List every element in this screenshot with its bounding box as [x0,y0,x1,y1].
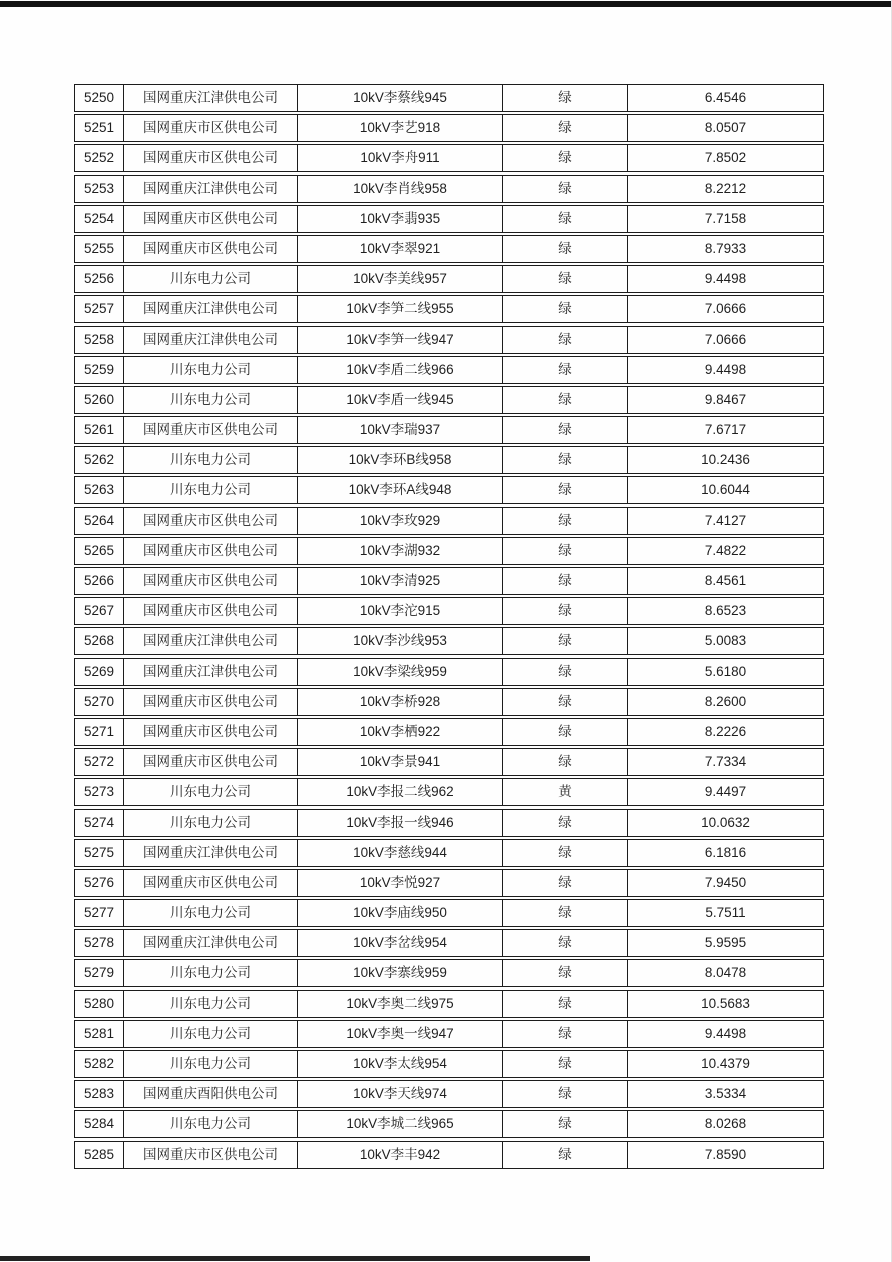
cell-line-name: 10kV李瑞937 [298,417,503,443]
cell-line-name: 10kV李桥928 [298,689,503,715]
table-row [74,778,824,806]
cell-value: 8.7933 [704,240,747,256]
table-row [74,265,824,293]
cell-company-name: 国网重庆市区供电公司 [124,236,298,262]
cell-company-name: 川东电力公司 [124,266,298,292]
cell-row-number: 5265 [75,538,124,564]
cell-line-name: 10kV李悦927 [298,870,503,896]
cell-row-number: 5269 [75,659,124,685]
cell-company-name: 国网重庆酉阳供电公司 [124,1081,298,1107]
cell-value: 9.4498 [704,271,747,287]
cell-line-name: 10kV李肖线958 [298,176,503,202]
cell-company-name: 国网重庆市区供电公司 [124,870,298,896]
cell-value: 7.7158 [704,210,747,226]
cell-value: 10.5683 [701,995,750,1011]
table-row [74,839,824,867]
cell-line-name: 10kV李翠921 [298,236,503,262]
cell-status-color: 绿 [503,960,628,986]
table-row [74,929,824,957]
cell-row-number: 5258 [75,327,124,353]
cell-company-name: 川东电力公司 [124,960,298,986]
cell-value: 3.5334 [704,1086,747,1102]
table-row [74,869,824,897]
cell-row-number: 5250 [75,85,124,111]
cell-row-number: 5268 [75,628,124,654]
cell-status-color: 绿 [503,810,628,836]
cell-value: 7.8590 [704,1146,747,1162]
table-row [74,295,824,323]
cell-status-color: 绿 [503,296,628,322]
cell-company-name: 川东电力公司 [124,779,298,805]
cell-value: 7.6717 [704,422,747,438]
cell-value: 8.2212 [704,180,747,196]
table-row [74,507,824,535]
cell-row-number: 5264 [75,508,124,534]
cell-row-number: 5251 [75,115,124,141]
cell-company-name: 国网重庆市区供电公司 [124,538,298,564]
cell-status-color: 绿 [503,689,628,715]
table-row [74,175,824,203]
cell-value: 7.7334 [704,754,747,770]
cell-row-number: 5260 [75,387,124,413]
cell-value: 5.6180 [704,663,747,679]
cell-status-color: 绿 [503,1051,628,1077]
cell-value: 7.0666 [704,301,747,317]
cell-status-color: 绿 [503,840,628,866]
cell-company-name: 国网重庆江津供电公司 [124,327,298,353]
page-bottom-border [0,1256,590,1261]
cell-value: 10.4379 [701,1056,750,1071]
cell-row-number: 5270 [75,689,124,715]
cell-row-number: 5284 [75,1111,124,1137]
cell-status-color: 绿 [503,357,628,383]
cell-company-name: 国网重庆市区供电公司 [124,115,298,141]
cell-row-number: 5280 [75,991,124,1017]
cell-status-color: 绿 [503,1021,628,1047]
cell-line-name: 10kV李寨线959 [298,960,503,986]
cell-row-number: 5253 [75,176,124,202]
cell-value: 9.8467 [704,391,747,407]
table-row [74,84,824,112]
cell-value: 8.6523 [704,603,747,619]
cell-company-name: 川东电力公司 [124,810,298,836]
cell-line-name: 10kV李城二线965 [298,1111,503,1137]
cell-company-name: 川东电力公司 [124,991,298,1017]
table-row [74,205,824,233]
cell-line-name: 10kV李报一线946 [298,810,503,836]
cell-status-color: 绿 [503,1142,628,1168]
cell-company-name: 国网重庆市区供电公司 [124,417,298,443]
cell-value: 8.0478 [704,965,747,981]
cell-company-name: 川东电力公司 [124,1051,298,1077]
cell-line-name: 10kV李翡935 [298,206,503,232]
cell-line-name: 10kV李湖932 [298,538,503,564]
cell-row-number: 5275 [75,840,124,866]
cell-line-name: 10kV李奥二线975 [298,991,503,1017]
cell-value: 6.4546 [704,90,747,105]
cell-value: 7.8502 [704,150,747,166]
cell-status-color: 绿 [503,870,628,896]
table-row [74,658,824,686]
table-row [74,718,824,746]
cell-line-name: 10kV李笋一线947 [298,327,503,353]
cell-company-name: 国网重庆江津供电公司 [124,85,298,111]
cell-value: 8.0268 [704,1116,747,1132]
cell-row-number: 5262 [75,447,124,473]
cell-company-name: 川东电力公司 [124,447,298,473]
cell-company-name: 国网重庆市区供电公司 [124,1142,298,1168]
cell-value: 5.0083 [704,633,747,649]
table-row [74,567,824,595]
cell-company-name: 国网重庆江津供电公司 [124,296,298,322]
cell-line-name: 10kV李丰942 [298,1142,503,1168]
cell-status-color: 绿 [503,719,628,745]
cell-company-name: 国网重庆市区供电公司 [124,206,298,232]
power-line-table [74,84,824,1171]
cell-row-number: 5279 [75,960,124,986]
cell-company-name: 国网重庆市区供电公司 [124,598,298,624]
cell-value: 9.4498 [704,1025,747,1041]
table-row [74,1080,824,1108]
cell-row-number: 5259 [75,357,124,383]
cell-status-color: 绿 [503,206,628,232]
cell-line-name: 10kV李环B线958 [298,447,503,473]
cell-row-number: 5254 [75,206,124,232]
cell-value: 9.4498 [704,361,747,377]
cell-status-color: 绿 [503,85,628,111]
cell-line-name: 10kV李奥一线947 [298,1021,503,1047]
cell-row-number: 5256 [75,266,124,292]
cell-company-name: 国网重庆市区供电公司 [124,689,298,715]
table-row [74,990,824,1018]
cell-line-name: 10kV李天线974 [298,1081,503,1107]
cell-row-number: 5276 [75,870,124,896]
table-row [74,899,824,927]
cell-value: 6.1816 [704,844,747,860]
cell-status-color: 绿 [503,447,628,473]
cell-value: 10.6044 [701,482,750,498]
cell-status-color: 绿 [503,477,628,503]
cell-line-name: 10kV李盾一线945 [298,387,503,413]
cell-status-color: 绿 [503,236,628,262]
cell-line-name: 10kV李清925 [298,568,503,594]
cell-row-number: 5274 [75,810,124,836]
cell-row-number: 5263 [75,477,124,503]
cell-company-name: 国网重庆江津供电公司 [124,840,298,866]
cell-status-color: 绿 [503,266,628,292]
cell-status-color: 绿 [503,387,628,413]
cell-row-number: 5285 [75,1142,124,1168]
table-row [74,356,824,384]
cell-status-color: 绿 [503,115,628,141]
table-row [74,688,824,716]
cell-value: 7.0666 [704,331,747,347]
cell-row-number: 5271 [75,719,124,745]
cell-row-number: 5278 [75,930,124,956]
cell-status-color: 绿 [503,568,628,594]
cell-company-name: 川东电力公司 [124,357,298,383]
table-row [74,1020,824,1048]
page-top-border [0,1,892,7]
cell-row-number: 5273 [75,779,124,805]
cell-company-name: 川东电力公司 [124,477,298,503]
cell-value: 5.7511 [705,905,746,921]
cell-status-color: 绿 [503,538,628,564]
cell-status-color: 绿 [503,659,628,685]
cell-value: 8.2600 [704,693,747,709]
cell-company-name: 川东电力公司 [124,1021,298,1047]
cell-value: 10.0632 [701,814,750,830]
cell-status-color: 绿 [503,176,628,202]
cell-line-name: 10kV李太线954 [298,1051,503,1077]
cell-company-name: 国网重庆江津供电公司 [124,930,298,956]
cell-line-name: 10kV李蔡线945 [298,85,503,111]
cell-status-color: 绿 [503,930,628,956]
cell-row-number: 5261 [75,417,124,443]
cell-company-name: 国网重庆市区供电公司 [124,145,298,171]
cell-value: 9.4497 [704,784,747,800]
cell-value: 8.0507 [704,120,747,136]
cell-line-name: 10kV李慈线944 [298,840,503,866]
cell-line-name: 10kV李沙线953 [298,628,503,654]
cell-company-name: 国网重庆市区供电公司 [124,749,298,775]
cell-company-name: 国网重庆市区供电公司 [124,508,298,534]
cell-row-number: 5272 [75,749,124,775]
table-row [74,537,824,565]
cell-value: 8.2226 [704,723,747,739]
table-row [74,1141,824,1169]
table-row [74,144,824,172]
cell-line-name: 10kV李玫929 [298,508,503,534]
cell-status-color: 绿 [503,508,628,534]
cell-company-name: 国网重庆市区供电公司 [124,568,298,594]
cell-status-color: 绿 [503,327,628,353]
table-row [74,1110,824,1138]
cell-row-number: 5282 [75,1051,124,1077]
table-row [74,627,824,655]
cell-status-color: 绿 [503,1111,628,1137]
cell-line-name: 10kV李舟911 [298,145,503,171]
cell-value: 7.4127 [704,512,747,528]
cell-row-number: 5255 [75,236,124,262]
table-body [74,84,824,1169]
cell-company-name: 川东电力公司 [124,387,298,413]
cell-status-color: 绿 [503,628,628,654]
cell-line-name: 10kV李庙线950 [298,900,503,926]
cell-line-name: 10kV李盾二线966 [298,357,503,383]
cell-row-number: 5277 [75,900,124,926]
cell-line-name: 10kV李美线957 [298,266,503,292]
table-row [74,416,824,444]
cell-company-name: 川东电力公司 [124,1111,298,1137]
cell-status-color: 绿 [503,900,628,926]
cell-status-color: 绿 [503,749,628,775]
cell-value: 8.4561 [704,573,747,588]
cell-status-color: 绿 [503,145,628,171]
cell-value: 10.2436 [701,452,750,468]
cell-status-color: 绿 [503,1081,628,1107]
cell-line-name: 10kV李景941 [298,749,503,775]
cell-status-color: 绿 [503,598,628,624]
cell-company-name: 川东电力公司 [124,900,298,926]
cell-company-name: 国网重庆市区供电公司 [124,719,298,745]
cell-line-name: 10kV李笋二线955 [298,296,503,322]
cell-row-number: 5281 [75,1021,124,1047]
table-row [74,959,824,987]
table-row [74,476,824,504]
cell-line-name: 10kV李梁线959 [298,659,503,685]
cell-line-name: 10kV李栖922 [298,719,503,745]
table-row [74,446,824,474]
cell-value: 5.9595 [704,935,747,951]
cell-status-color: 黄 [503,779,628,805]
table-row [74,114,824,142]
cell-status-color: 绿 [503,417,628,443]
cell-line-name: 10kV李艺918 [298,115,503,141]
table-row [74,386,824,414]
cell-value: 7.9450 [704,874,747,890]
table-row [74,748,824,776]
cell-value: 7.4822 [704,542,747,558]
table-row [74,1050,824,1078]
cell-row-number: 5252 [75,145,124,171]
table-row [74,235,824,263]
cell-line-name: 10kV李环A线948 [298,477,503,503]
cell-company-name: 国网重庆江津供电公司 [124,628,298,654]
cell-line-name: 10kV李报二线962 [298,779,503,805]
cell-row-number: 5283 [75,1081,124,1107]
table-row [74,326,824,354]
cell-row-number: 5257 [75,296,124,322]
cell-status-color: 绿 [503,991,628,1017]
cell-row-number: 5266 [75,568,124,594]
table-row [74,809,824,837]
cell-company-name: 国网重庆江津供电公司 [124,176,298,202]
cell-company-name: 国网重庆江津供电公司 [124,659,298,685]
table-row [74,597,824,625]
cell-line-name: 10kV李岔线954 [298,930,503,956]
cell-line-name: 10kV李沱915 [298,598,503,624]
cell-row-number: 5267 [75,598,124,624]
